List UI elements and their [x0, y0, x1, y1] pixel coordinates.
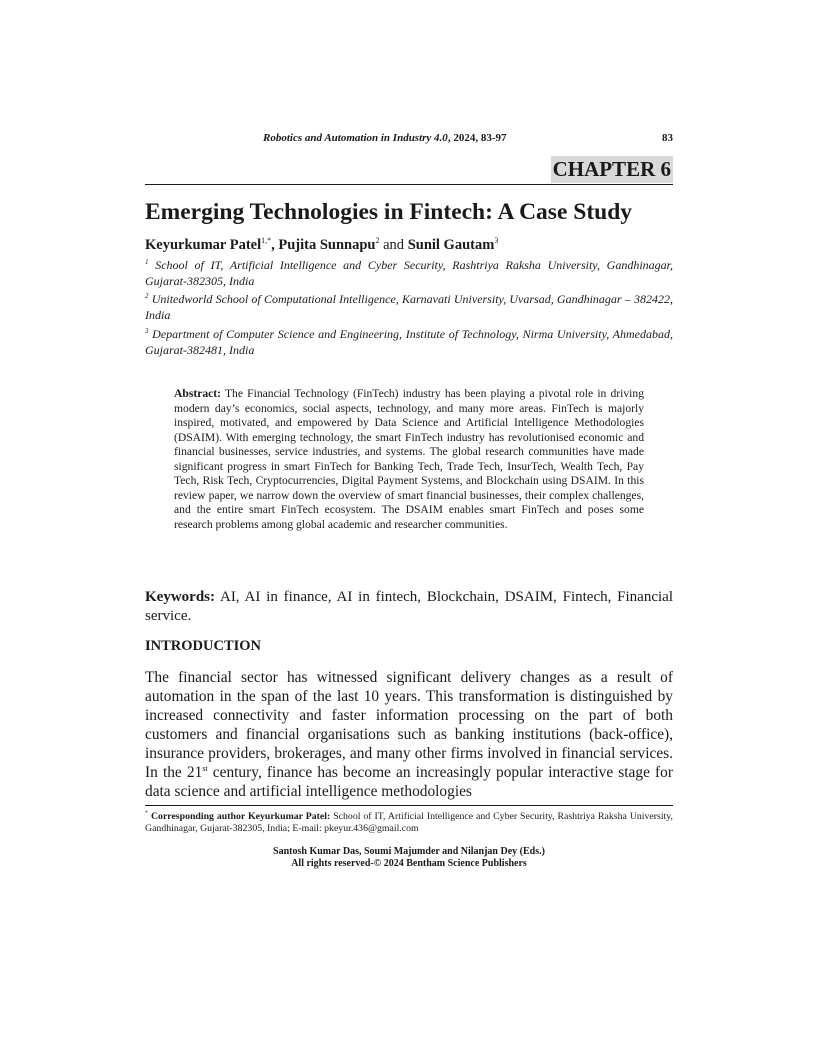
- keywords-text: AI, AI in finance, AI in fintech, Blockchain, DSAIM, Fintech, Financial service.: [145, 589, 673, 624]
- section-heading-introduction: INTRODUCTION: [145, 638, 262, 654]
- abstract-label: Abstract:: [174, 387, 222, 400]
- page-number: 83: [662, 132, 673, 144]
- chapter-label: CHAPTER 6: [552, 157, 671, 181]
- paper-title: Emerging Technologies in Fintech: A Case Study: [145, 199, 633, 225]
- author-name: Sunil Gautam: [407, 237, 495, 253]
- editors-line: Santosh Kumar Das, Soumi Majumder and Nilanjan Dey (Eds.): [273, 846, 545, 857]
- footnote-divider: [145, 805, 673, 806]
- keywords-label: Keywords:: [145, 589, 215, 605]
- footnote: [145, 811, 673, 835]
- affiliation-text: Unitedworld School of Computational Intelligence, Karnavati University, Uvarsad, Gandhinagar – 382422, India: [145, 292, 673, 322]
- affiliation-marker: 3: [145, 327, 149, 335]
- affiliation-marker: 2: [145, 292, 149, 300]
- journal-citation: [263, 132, 506, 144]
- footnote-label: Corresponding author Keyurkumar Patel:: [148, 811, 331, 822]
- footnote-text: School of IT, Artificial Intelligence and Cyber Security, Rashtriya Raksha University, Gandhinagar, Gujarat-382305, India; E-mail: pkeyur.436@gmail.com: [145, 811, 673, 834]
- affiliation-text: School of IT, Artificial Intelligence and Cyber Security, Rashtriya Raksha University, Gandhinagar, Gujarat-382305, India: [145, 258, 673, 288]
- author-affiliation-marker: 2: [375, 236, 380, 246]
- author-name: Pujita Sunnapu: [278, 237, 376, 253]
- author-separator: ,: [271, 237, 279, 253]
- author-name: Keyurkumar Patel: [145, 237, 262, 253]
- introduction-text-continued: century, finance has become an increasingly popular interactive stage for data science and artificial intelligence methodologies: [145, 764, 673, 800]
- affiliation: [145, 326, 673, 358]
- affiliation: [145, 257, 673, 289]
- publisher-info: [145, 846, 673, 870]
- introduction-paragraph: [145, 668, 673, 801]
- affiliation-text: Department of Computer Science and Engineering, Institute of Technology, Nirma University, Ahmedabad, Gujarat-382481, India: [145, 327, 673, 357]
- affiliation: [145, 291, 673, 323]
- journal-name: Robotics and Automation in Industry 4.0: [263, 132, 448, 144]
- copyright-line: All rights reserved-© 2024 Bentham Science Publishers: [291, 858, 527, 869]
- affiliation-marker: 1: [145, 258, 149, 266]
- abstract-text: The Financial Technology (FinTech) industry has been playing a pivotal role in driving modern day’s economics, social aspects, technology, and many more areas. FinTech is majorly inspired, motivated, and empowered by Data Science and Artificial Intelligence Methodologies (DSAIM). With emerging technology, the smart FinTech industry has revolutionised economic and financial businesses, service industries, and systems. The global research communities have made significant progress in smart FinTech for Banking Tech, Trade Tech, InsurTech, Wealth Tech, Pay Tech, Risk Tech, Cryptocurrencies, Digital Payment Systems, and Blockchain using DSAIM. In this review paper, we narrow down the overview of smart financial businesses, their complex challenges, and the entire smart FinTech ecosystem. The DSAIM enables smart FinTech and poses some research problems among global academic and researcher communities.: [174, 387, 644, 531]
- chapter-header: [145, 156, 673, 185]
- author-separator: and: [379, 237, 408, 253]
- abstract: [174, 387, 644, 532]
- author-list: [145, 236, 673, 254]
- running-head: [145, 132, 673, 148]
- author-affiliation-marker: 3: [494, 236, 499, 246]
- author-affiliation-marker: 1,*: [261, 236, 272, 246]
- journal-details: , 2024, 83-97: [447, 132, 507, 144]
- footnote-marker: *: [145, 810, 148, 817]
- introduction-text: The financial sector has witnessed significant delivery changes as a result of automation in the span of the last 10 years. This transformation is distinguished by increased connectivity and faster information processing on the part of both customers and financial organisations such as banking institutions (back-office), insurance providers, brokerages, and many other firms involved in financial services. In the 21: [145, 669, 673, 781]
- ordinal-superscript: st: [202, 763, 208, 773]
- keywords: [145, 588, 673, 626]
